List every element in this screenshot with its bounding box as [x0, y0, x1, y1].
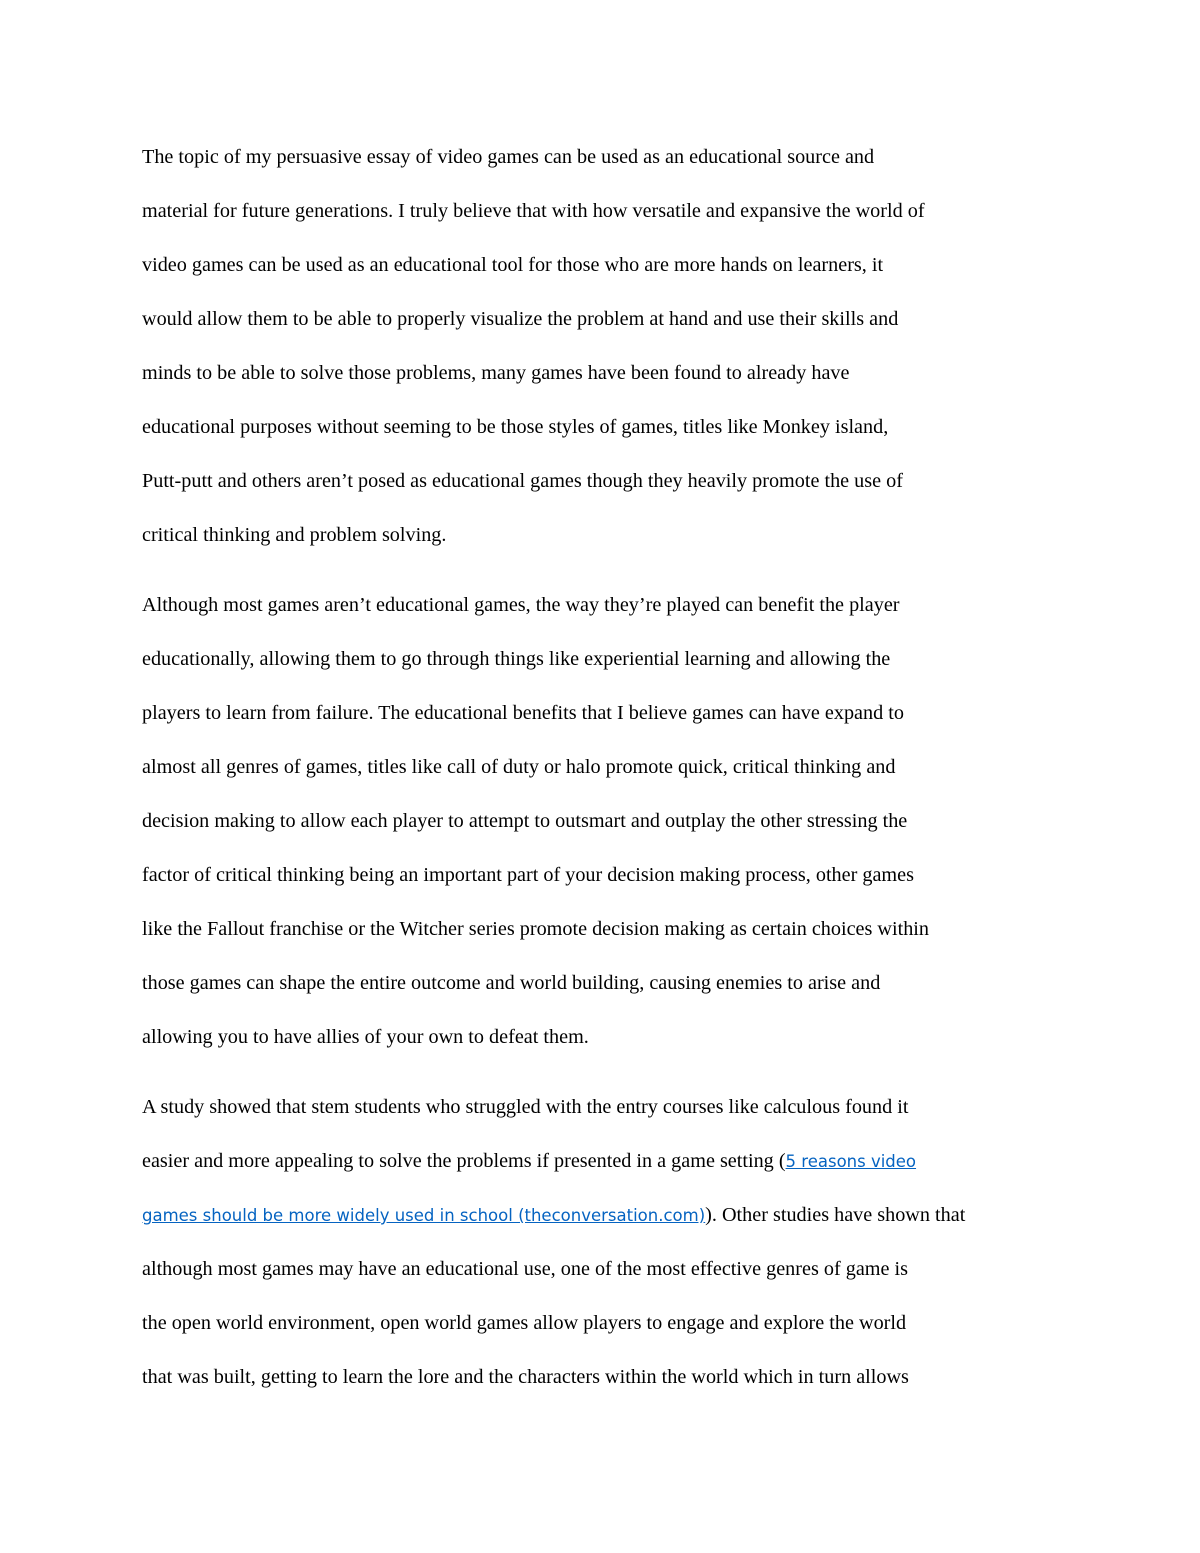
paragraph-1-line-2: material for future generations. I truly believe that with how versatile and expansive the world of [142, 200, 925, 222]
paragraph-2-line-8: those games can shape the entire outcome and world building, causing enemies to arise and [142, 972, 881, 994]
source-link-part-1[interactable]: 5 reasons video [785, 1152, 917, 1171]
paragraph-2-line-7: like the Fallout franchise or the Witcher series promote decision making as certain choices within [142, 918, 930, 940]
paragraph-3-line-1: A study showed that stem students who struggled with the entry courses like calculous found it [142, 1096, 909, 1118]
paragraph-3-line-3-text: ). Other studies have shown that [705, 1204, 966, 1226]
paragraph-1-line-3: video games can be used as an educational tool for those who are more hands on learners, it [142, 254, 884, 276]
paragraph-2-line-6: factor of critical thinking being an important part of your decision making process, other games [142, 864, 914, 886]
paragraph-2-line-4: almost all genres of games, titles like call of duty or halo promote quick, critical thinking and [142, 756, 896, 778]
paragraph-1-line-5: minds to be able to solve those problems, many games have been found to already have [142, 362, 850, 384]
paragraph-3-line-6: that was built, getting to learn the lore and the characters within the world which in turn allows [142, 1366, 909, 1388]
source-link-part-2[interactable]: games should be more widely used in school (theconversation.com) [142, 1206, 706, 1225]
paragraph-1-line-1: The topic of my persuasive essay of video games can be used as an educational source and [142, 146, 875, 168]
paragraph-2-line-9: allowing you to have allies of your own to defeat them. [142, 1026, 589, 1048]
paragraph-1-line-6: educational purposes without seeming to be those styles of games, titles like Monkey island, [142, 416, 889, 438]
paragraph-2-line-1: Although most games aren’t educational games, the way they’re played can benefit the player [142, 594, 900, 616]
paragraph-1-line-7: Putt-putt and others aren’t posed as educational games though they heavily promote the use of [142, 470, 903, 492]
paragraph-3-line-2-text: easier and more appealing to solve the problems if presented in a game setting ( [142, 1150, 786, 1172]
paragraph-3-line-4: although most games may have an educational use, one of the most effective genres of game is [142, 1258, 908, 1280]
paragraph-1-line-8: critical thinking and problem solving. [142, 524, 447, 546]
paragraph-3-line-5: the open world environment, open world games allow players to engage and explore the world [142, 1312, 907, 1334]
paragraph-1-line-4: would allow them to be able to properly visualize the problem at hand and use their skills and [142, 308, 899, 330]
paragraph-3-line-2 [142, 1147, 916, 1176]
paragraph-2-line-3: players to learn from failure. The educational benefits that I believe games can have expand to [142, 702, 904, 724]
paragraph-2-line-2: educationally, allowing them to go through things like experiential learning and allowing the [142, 648, 891, 670]
paragraph-2-line-5: decision making to allow each player to attempt to outsmart and outplay the other stressing the [142, 810, 908, 832]
paragraph-3-line-3 [142, 1201, 965, 1230]
